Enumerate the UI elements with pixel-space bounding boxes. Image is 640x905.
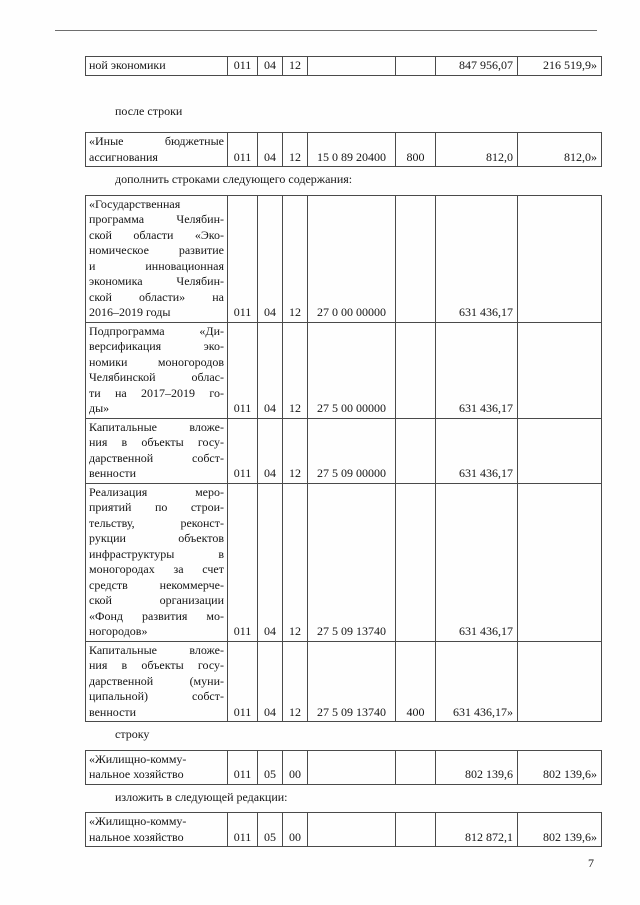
cell-vid <box>396 195 436 322</box>
table-economy-continuation <box>85 56 602 76</box>
cell-code <box>308 813 396 847</box>
cell-c1: 011 <box>228 57 258 76</box>
row-title-line: ципальной) собст- <box>89 689 224 703</box>
row-title-line: ской организации <box>89 593 224 607</box>
cell-vid <box>396 483 436 641</box>
cell-c1: 011 <box>228 483 258 641</box>
cell-c3: 12 <box>283 418 308 483</box>
row-title-line: дарственной (муни- <box>89 673 224 688</box>
row-title-cell <box>86 750 228 784</box>
cell-a2: 802 139,6» <box>518 813 602 847</box>
row-title-line: ния в объекты госу- <box>89 658 224 672</box>
cell-vid <box>396 813 436 847</box>
cell-c1: 011 <box>228 750 258 784</box>
row-title-line: ской области» на <box>89 289 224 304</box>
table-other-budget-allocations <box>85 132 602 167</box>
cell-code <box>308 57 396 76</box>
row-title-line: рукции объектов <box>89 531 224 545</box>
row-title-cell <box>86 641 228 722</box>
row-title-line: ния в объекты госу- <box>89 435 224 449</box>
table-housing-communal-old <box>85 750 602 785</box>
row-title-line: приятий по строи- <box>89 500 224 514</box>
row-title-line: ды» <box>89 401 110 415</box>
table-row <box>86 750 602 784</box>
row-title-line: ти на 2017–2019 го- <box>89 385 224 400</box>
row-title-line: экономика Челябин- <box>89 274 224 288</box>
cell-code <box>308 750 396 784</box>
cell-a1: 631 436,17 <box>436 195 518 322</box>
row-title-cell <box>86 813 228 847</box>
cell-code: 27 5 09 13740 <box>308 483 396 641</box>
paragraph-restate: изложить в следующей редакции: <box>115 789 288 804</box>
cell-a2: 812,0» <box>518 133 602 167</box>
cell-c3: 12 <box>283 322 308 418</box>
cell-a2: 802 139,6» <box>518 750 602 784</box>
cell-a2 <box>518 483 602 641</box>
cell-code: 27 5 00 00000 <box>308 322 396 418</box>
cell-c2: 04 <box>258 483 283 641</box>
row-title-line: ногородов» <box>89 624 148 638</box>
cell-c3: 12 <box>283 641 308 722</box>
cell-c2: 04 <box>258 322 283 418</box>
row-title-line: венности <box>89 466 137 480</box>
cell-a2 <box>518 195 602 322</box>
cell-a2 <box>518 322 602 418</box>
cell-a1: 812,0 <box>436 133 518 167</box>
cell-a1: 812 872,1 <box>436 813 518 847</box>
row-title-line: средств некоммерче- <box>89 577 224 592</box>
cell-c1: 011 <box>228 322 258 418</box>
row-title-line: «Фонд развития мо- <box>89 608 224 623</box>
row-title-line: «Государственная <box>89 196 181 211</box>
row-title-line: нальное хозяйство <box>89 829 184 844</box>
paragraph-row-word: строку <box>115 727 150 741</box>
cell-c2: 04 <box>258 133 283 167</box>
cell-c2: 04 <box>258 57 283 76</box>
cell-c3: 00 <box>283 813 308 847</box>
row-title-cell <box>86 133 228 167</box>
table-row <box>86 57 602 76</box>
cell-vid <box>396 322 436 418</box>
table-row <box>86 483 602 641</box>
cell-code: 27 5 09 13740 <box>308 641 396 722</box>
cell-a1: 631 436,17» <box>436 641 518 722</box>
cell-c2: 05 <box>258 813 283 847</box>
row-title-line: Челябинской облас- <box>89 370 224 384</box>
cell-c1: 011 <box>228 133 258 167</box>
row-title-line: Капитальные вложе- <box>89 642 224 657</box>
cell-c1: 011 <box>228 641 258 722</box>
row-title-line: номики моногородов <box>89 354 224 369</box>
row-title-line: Капитальные вложе- <box>89 419 224 434</box>
cell-a1: 631 436,17 <box>436 483 518 641</box>
cell-c3: 00 <box>283 750 308 784</box>
row-title-line: программа Челябин- <box>89 212 224 226</box>
cell-a1: 802 139,6 <box>436 750 518 784</box>
cell-c2: 05 <box>258 750 283 784</box>
cell-code: 27 0 00 00000 <box>308 195 396 322</box>
row-title-cell <box>86 57 228 76</box>
row-title-cell <box>86 195 228 322</box>
cell-c2: 04 <box>258 418 283 483</box>
cell-a1: 631 436,17 <box>436 418 518 483</box>
row-title-line: ской области «Эко- <box>89 227 224 242</box>
cell-c3: 12 <box>283 483 308 641</box>
cell-c3: 12 <box>283 133 308 167</box>
cell-c2: 04 <box>258 195 283 322</box>
cell-vid <box>396 57 436 76</box>
cell-a1: 631 436,17 <box>436 322 518 418</box>
cell-c3: 12 <box>283 195 308 322</box>
table-row <box>86 418 602 483</box>
row-title-line: и инновационная <box>89 258 224 273</box>
row-title-line: венности <box>89 704 137 719</box>
row-title-cell <box>86 483 228 641</box>
paragraph-after-row: после строки <box>115 103 183 118</box>
cell-c1: 011 <box>228 418 258 483</box>
table-row <box>86 133 602 167</box>
cell-vid <box>396 418 436 483</box>
cell-c2: 04 <box>258 641 283 722</box>
cell-code: 27 5 09 00000 <box>308 418 396 483</box>
row-title-line: Подпрограмма «Ди- <box>89 323 224 338</box>
table-housing-communal-new <box>85 812 602 847</box>
paragraph-add-rows: дополнить строками следующего содержания: <box>115 172 353 186</box>
row-title-line: ассигнования <box>89 149 158 164</box>
cell-vid: 800 <box>396 133 436 167</box>
row-title-line: «Жилищно-комму- <box>89 814 187 828</box>
row-title-line: 2016–2019 годы <box>89 305 171 319</box>
row-title-line: инфраструктуры в <box>89 546 224 561</box>
table-row <box>86 813 602 847</box>
table-row <box>86 641 602 722</box>
document-content <box>85 0 601 847</box>
cell-a2: 216 519,9» <box>518 57 602 76</box>
cell-c1: 011 <box>228 195 258 322</box>
row-title-line: версификация эко- <box>89 339 224 353</box>
row-title-line: ной экономики <box>89 58 166 72</box>
row-title-line: моногородах за счет <box>89 562 224 576</box>
row-title-line: дарственной собст- <box>89 450 224 465</box>
cell-a2 <box>518 641 602 722</box>
table-row <box>86 195 602 322</box>
cell-c1: 011 <box>228 813 258 847</box>
row-title-line: «Жилищно-комму- <box>89 751 187 766</box>
table-row <box>86 322 602 418</box>
cell-a1: 847 956,07 <box>436 57 518 76</box>
row-title-cell <box>86 322 228 418</box>
row-title-line: номическое развитие <box>89 243 224 257</box>
row-title-line: нальное хозяйство <box>89 767 184 781</box>
cell-a2 <box>518 418 602 483</box>
table-state-program-rows <box>85 195 602 723</box>
cell-c3: 12 <box>283 57 308 76</box>
row-title-line: тельству, реконст- <box>89 515 224 530</box>
row-title-cell <box>86 418 228 483</box>
cell-code: 15 0 89 20400 <box>308 133 396 167</box>
page-number: 7 <box>588 856 594 870</box>
row-title-line: Реализация меро- <box>89 484 224 499</box>
row-title-line: «Иные бюджетные <box>89 134 224 148</box>
cell-vid <box>396 750 436 784</box>
cell-vid: 400 <box>396 641 436 722</box>
